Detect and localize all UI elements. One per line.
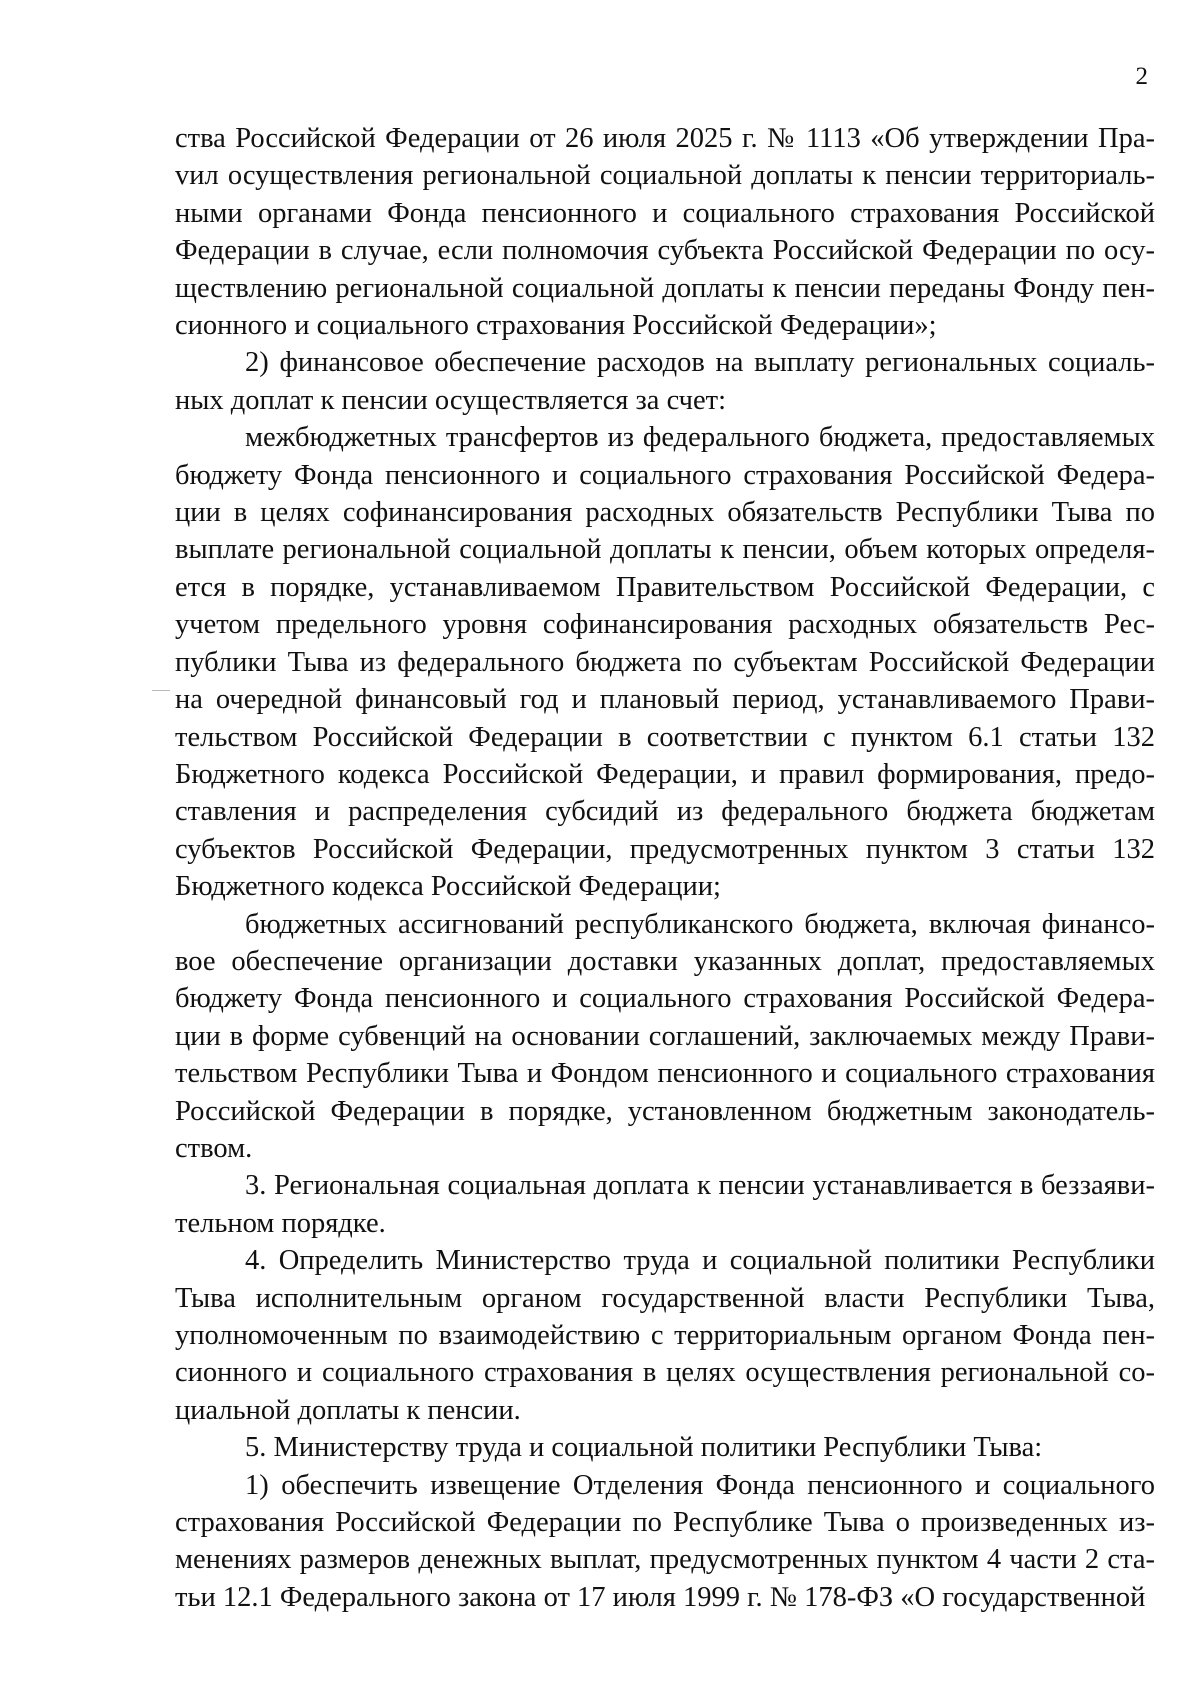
paragraph-item-2-financing: 2) финансовое обеспечение расходов на выплату региональных социальных доплат к пенсии осуществляется за счет: (175, 347, 1155, 416)
margin-scan-mark (152, 690, 170, 691)
paragraph-budget-allocations: бюджетных ассигнований республиканского бюджета, включая финансовое обеспечение организации доставки указанных доплат, предоставляемых бюджету Фонда пенсионного и социального страхования Российской Федерации в форме субвенций на основании соглашений, заключаемых между Правительством Республики Тыва и Фондом пенсионного и социального страхования Российской Федерации в порядке, установленном бюджетным законодательством. (175, 908, 1155, 1164)
paragraph-continuation: ства Российской Федерации от 26 июля 2025 г. № 1113 «Об утверждении Праvил осуществления региональной социальной доплаты к пенсии территориальными органами Фонда пенсионного и социального страхования Российской Федерации в случае, если полномочия субъекта Российской Федерации по осуществлению региональной социальной доплаты к пенсии переданы Фонду пенсионного и социального страхования Российской Федерации»; (175, 123, 1155, 342)
paragraph-interbudget-transfers: межбюджетных трансфертов из федерального бюджета, предоставляемых бюджету Фонда пенсионного и социального страхования Российской Федерации в целях софинансирования расходных обязательств Республики Тыва по выплате региональной социальной доплаты к пенсии, объем которых определяется в порядке, устанавливаемом Правительством Российской Федерации, с учетом предельного уровня софинансирования расходных обязательств Республики Тыва из федерального бюджета по субъектам Российской Федерации на очередной финансовый год и плановый период, устанавливаемого Правительством Российской Федерации в соответствии с пунктом 6.1 статьи 132 Бюджетного кодекса Российской Федерации, и правил формирования, предоставления и распределения субсидий из федерального бюджета бюджетам субъектов Российской Федерации, предусмотренных пунктом 3 статьи 132 Бюджетного кодекса Российской Федерации; (175, 422, 1155, 903)
paragraph-section-4: 4. Определить Министерство труда и социальной политики Республики Тыва исполнительным органом государственной власти Республики Тыва, уполномоченным по взаимодействию с территориальным органом Фонда пенсионного и социального страхования в целях осуществления региональной социальной доплаты к пенсии. (175, 1245, 1155, 1426)
page-number: 2 (1135, 63, 1148, 90)
paragraph-section-5-item-1: 1) обеспечить извещение Отделения Фонда пенсионного и социального страхования Российской Федерации по Республике Тыва о произведенных изменениях размеров денежных выплат, предусмотренных пунктом 4 части 2 статьи 12.1 Федерального закона от 17 июля 1999 г. № 178-ФЗ «О государственной (175, 1469, 1155, 1613)
paragraph-section-3: 3. Региональная социальная доплата к пенсии устанавливается в беззаявительном порядке. (175, 1170, 1155, 1239)
document-body (175, 120, 1155, 1616)
paragraph-section-5: 5. Министерству труда и социальной политики Республики Тыва: (245, 1432, 1043, 1464)
